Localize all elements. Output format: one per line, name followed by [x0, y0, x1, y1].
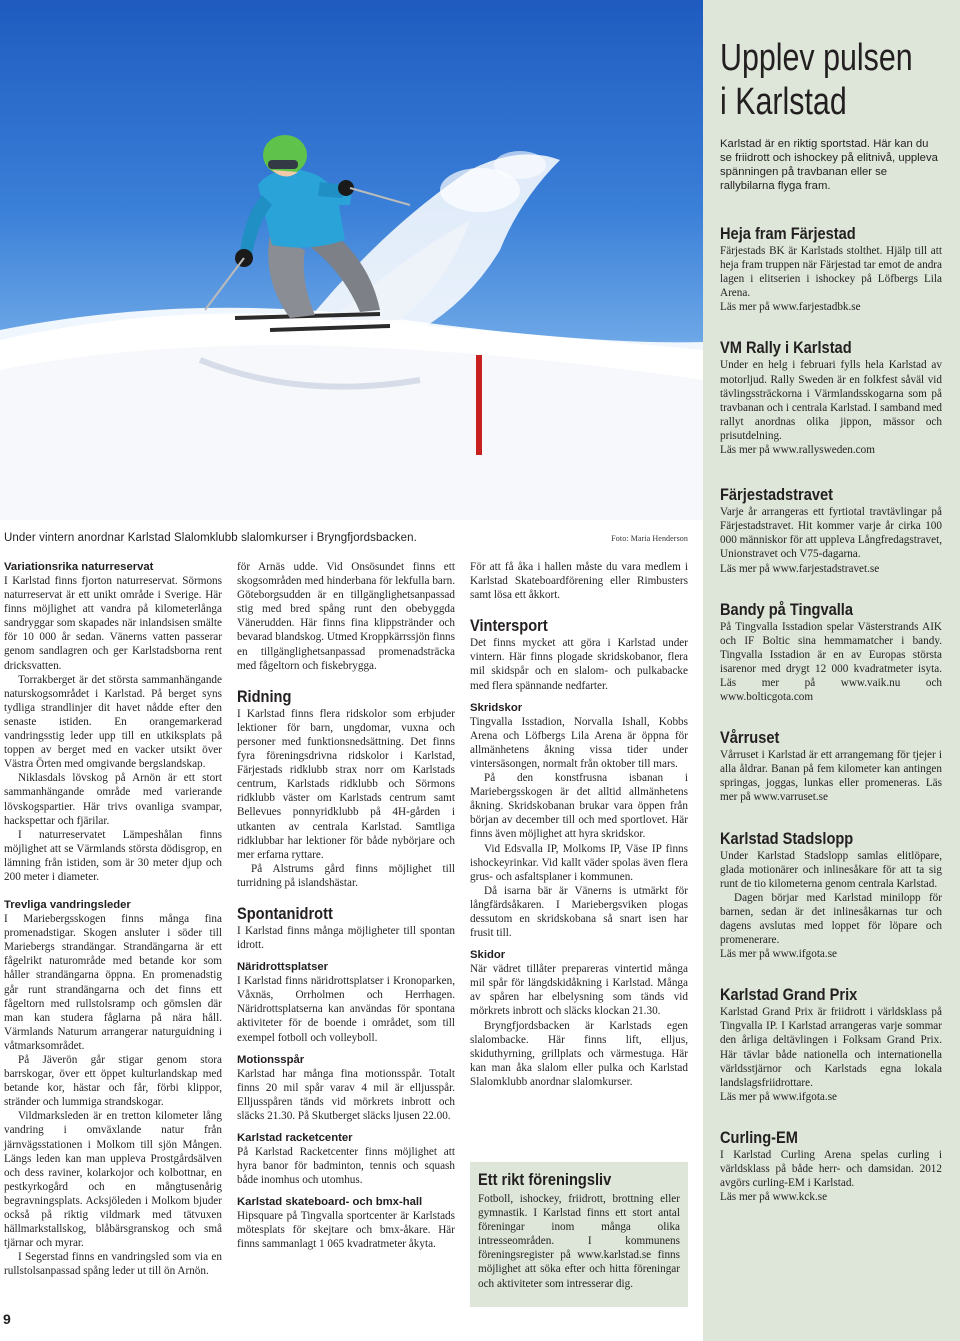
heading-vandringsleder: Trevliga vandringsleder [4, 899, 131, 912]
section-grand-prix: Karlstad Grand Prix Karlstad Grand Prix är friidrott i världsklass på Tingvalla IP. I Karlstad arrangeras varje sommar den årliga deltävlingen i Folksam Grand Prix. Här tävlar både nationella och internationella världsstjärnor och Karlstads egna lokala landslagsfriidrottare. Läs mer på www.ifgota.se [720, 985, 942, 1103]
section-vm-rally: VM Rally i Karlstad Under en helg i februari fylls hela Karlstad av motorljud. Rally Sweden är en folkfest såväl vid tävlingssträckorna i Värmlandsskogarna som på travbanan och i centrala Karlstad. I samband med rallyt anordnas olika jippon, mässor och prisutdelning. Läs mer på www.rallysweden.com [720, 338, 942, 457]
heading-spontanidrott: Spontanidrott [237, 903, 333, 923]
heading-skidor: Skidor [470, 949, 506, 962]
link-farjestadbk[interactable]: Läs mer på www.farjestadbk.se [720, 301, 861, 314]
article-column-3: För att få åka i hallen måste du vara medlem i Karlstad Skateboardförening eller Rimbusters samt lösa ett åkkort. Vintersport Det finns mycket att göra i Karlstad under vintern. Här finns plogade skridskobanor, flera mil skidspår och en slalom- och pulkabacke med flera spännande nedfarter. Skridskor Tingvalla Isstadion, Norvalla Ishall, Kobbs Arena och Löfbergs Lila Arena är öppna för allmänhetens åkning vissa tider under vintersäsongen, normalt från oktober till mars. På den konstfrusna isbanan i Mariebergsskogen är det alltid allmänhetens åkning. Skridskobanan brukar vara öppen från början av december till och med sportlovet. Här finns även möjlighet att hyra skridskor. Vid Edsvalla IP, Molkoms IP, Väse IP finns ishockeyrinkar. Vid kallt väder spolas även flera grus- och asfaltsplaner i kommunen. Då isarna bär är Vänerns is utmärkt för långfärdsåkaren. I Mariebergsviken plogas dessutom en skridskobana så snart isen har frusit till. Skidor När vädret tillåter prepareras vintertid många mil spår för längdskidåkning i Karlstad. Många av spåren har elbelysning som tänds vid mörkrets inbrott och släcks klockan 21.30. Bryngfjordsbacken är Karlstads egen slalombacke. Här finns lift, elljus, skiduthyrning, grillplats och värmestuga. Här kan man åka slalom eller pulka och Karlstad Slalomklubb anordnar slalomkurser. [470, 561, 688, 1088]
section-stadslopp: Karlstad Stadslopp Under Karlstad Stadslopp samlas elitlöpare, glada motionärer och inlinesåkare för att ta sig runt de tio kilometerna genom centrala Karlstad. Dagen börjar med Karlstad minilopp för barnen, sedan är det inlinesåkarnas tur och dagens avslutas med loppet för löpare och promenerare. Läs mer på www.ifgota.se [720, 828, 942, 961]
heading-skridskor: Skridskor [470, 701, 523, 714]
section-bandy: Bandy på Tingvalla På Tingvalla Isstadion spelar Västerstrands AIK och IF Boltic sina hemmamatcher i bandy. Tingvalla Isstadion är en av Europas största isarenor med drygt 12 000 kvadratmeter isyta. Läs mer på www.vaik.nu och www.bolticgota.com [720, 599, 942, 704]
page-title: Upplev pulsen i Karlstad [720, 37, 913, 123]
hero-photo-skier [0, 0, 703, 520]
caption-text: Under vintern anordnar Karlstad Slalomklubb slalomkurser i Bryngfjordsbacken. [4, 532, 417, 544]
heading-ridning: Ridning [237, 686, 292, 706]
section-farjestadstravet: Färjestadstravet Varje år arrangeras ett fyrtiotal travtävlingar på Färjestadstravet. Hit kommer varje år cirka 100 000 människor för att uppleva Långfredagstravet, Unionstravet och V75-dagarna. Läs mer på www.farjestadstravet.se [720, 485, 942, 575]
sidebar-column [720, 224, 942, 1204]
link-farjestadstravet[interactable]: Läs mer på www.farjestadstravet.se [720, 562, 880, 575]
heading-motionsspar: Motionsspår [237, 1053, 305, 1066]
section-curling: Curling-EM I Karlstad Curling Arena spelas curling i världsklass på både herr- och damsidan. 2012 avgörs curling-EM i Karlstad. Läs mer på www.kck.se [720, 1127, 942, 1204]
article-column-1: Variationsrika naturreservat I Karlstad finns fjorton naturreservat. Sörmons naturreservat är ett unikt område i Sverige. Här finns möjlighet att vandra på kilometerlånga sandryggar som skapades när inlandsisen smälte för 10 000 år sedan. Vänerns vatten passerar genom sandlagren och ger Karlstadsborna rent dricksvatten. Torrakberget är det största sammanhängande naturskogsområdet i Karlstad. På berget syns tydliga strandlinjer dit havet nådde efter den senaste istiden. En orangemarkerad vandringsstig leder upp till en utkiksplats på toppen av berget med en vacker utsikt över Västra Örten med omgivande bergslandskap. Niklasdals lövskog på Arnön är ett stort sammanhängande område med varierande lövskogspartier. Här trivs ovanliga svampar, hackspettar och fjärilar. I naturreservatet Lämpeshålan finns möjlighet att se Värmlands största dödisgrop, en lämning från istiden, som är 30 meter djup och 200 meter i diameter. Trevliga vandringsleder I Mariebergsskogen finns många fina promenadstigar. Skogen ansluter i söder till Mariebergs strandängar. Strandängarna är ett fågelrikt naturområde med betande kor som håller strandängarna öppna. En promenadstig går runt strandängarna och det finns ett fågeltorn med rullstolsramp och gömslen där man kan studera fåglarna på nära håll. Värmlands Naturum arrangerar naturguidning i våtmarksområdet. På Jäverön går stigar genom stora barrskogar, över ett öppet kulturlandskap med betande kor, hästar och får, förbi klippor, stränder och lummiga strandskogar. Vildmarksleden är en tretton kilometer lång vandring i omväxlande natur från järnvägsstationen i Molkom till sjön Mången. Längs leden kan man uppleva Prostgårdsälven och dess raviner, kolarkojor och kolbottnar, en pestkyrkogård och en mångtusenårig begravningsplats. Acksjöleden i Molkom bjuder också på riktig vildmark med tätvuxen hällmarkstallskog, blåbärsgranskog och små tjärnar och myrar. I Segerstad finns en vandringsled som via en rullstolsanpassad spång leder ut till ön Arnön. [4, 561, 222, 1278]
heading-naridrottsplatser: Näridrottsplatser [237, 961, 329, 974]
heading-racketcenter: Karlstad racketcenter [237, 1132, 353, 1144]
skier-illustration [0, 0, 703, 520]
section-farjestad: Heja fram Färjestad Färjestads BK är Karlstads stolthet. Hjälp till att heja fram truppen när Färjestad tar emot de andra lagen i elitserien i ishockey på Löfbergs Lila Arena. Läs mer på www.farjestadbk.se [720, 224, 942, 314]
heading-vintersport: Vintersport [470, 616, 548, 636]
intro-text: Karlstad är en riktig sportstad. Här kan du se friidrott och ishockey på elitnivå, uppleva spänningen på travbanan eller se rallybilarna flyga fram. [720, 138, 938, 193]
link-ifgota-grandprix[interactable]: Läs mer på www.ifgota.se [720, 1090, 838, 1103]
page-number: 9 [3, 1311, 11, 1327]
link-ifgota-stadslopp[interactable]: Läs mer på www.ifgota.se [720, 948, 838, 961]
article-column-2: för Arnäs udde. Vid Onsösundet finns ett skogsområden med hinderbana för lekfulla barn. Göteborgsudden är en tillgänglighetsanpassad stig med bred spång runt den obebyggda Vänerudden. Här finns fina klippstränder och bevarad blandskog. Utmed Kroppkärrssjön finns en tillgänglighetsanpassad promenadsträcka med fågeltorn och fiskebrygga. Ridning I Karlstad finns flera ridskolor som erbjuder lektioner för barn, ungdomar, vuxna och personer med funktionsnedsättning. Det finns fyra föreningsdrivna ridskolor i Karlstad, Färjestads ridklubb strax norr om Karlstads centrum, Karlstads ridklubb och Sörmons ridklubb väster om Karlstads centrum samt Bellevues ponnyridklubb på 4H-gården i utkanten av centrala Karlstad. Samtliga ridklubbar har lektioner för både nybörjare och mer erfarna ryttare. På Alstrums gård finns möjlighet till turridning på islandshästar. Spontanidrott I Karlstad finns många möjligheter till spontan idrott. Näridrottsplatser I Karlstad finns näridrottsplatser i Kronoparken, Våxnäs, Orrholmen och Herrhagen. Näridrottsplatserna kan användas för spontana aktiviteter för de boende i området, som till exempel fotboll och volleyboll. Motionsspår Karlstad har många fina motionsspår. Totalt finns 20 mil spår varav 4 mil är elljusspår. Elljusspåren tänds vid mörkrets inbrott och släcks 21.30. På Skutberget släcks ljusen 22.00. Karlstad racketcenter På Karlstad Racketcenter finns möjlighet att hyra banor för badminton, tennis och squash både inomhus och utomhus. Karlstad skateboard- och bmx-hall Hipsquare på Tingvalla sportcenter är Karlstads mötesplats för skejtare och bmx-åkare. Här finns sammanlagt 1 065 kvadratmeter åkyta. [237, 561, 455, 1251]
section-varruset: Vårruset Vårruset i Karlstad är ett arrangemang för tjejer i alla åldrar. Banan på fem kilometer kan antingen springas, joggas, lunkas eller promeneras. Läs mer på www.varruset.se [720, 728, 942, 804]
heading-naturreservat: Variationsrika naturreservat [4, 561, 154, 573]
photo-caption [4, 532, 688, 544]
foreningsliv-box [470, 1162, 688, 1307]
heading-skateboard: Karlstad skateboard- och bmx-hall [237, 1196, 423, 1209]
foreningsliv-text: Fotboll, ishockey, friidrott, brottning eller gymnastik. I Karlstad finns ett stort antal föreningar inom många olika intresseområden. I kommunens föreningsregister på www.karlstad.se finns möjlighet att söka efter och hitta föreningar och aktiviteter som intresserar dig. [478, 1193, 680, 1290]
photo-credit: Foto: Maria Henderson [611, 534, 688, 543]
link-kck[interactable]: Läs mer på www.kck.se [720, 1191, 828, 1204]
link-rallysweden[interactable]: Läs mer på www.rallysweden.com [720, 444, 875, 457]
foreningsliv-title: Ett rikt föreningsliv [478, 1170, 612, 1189]
